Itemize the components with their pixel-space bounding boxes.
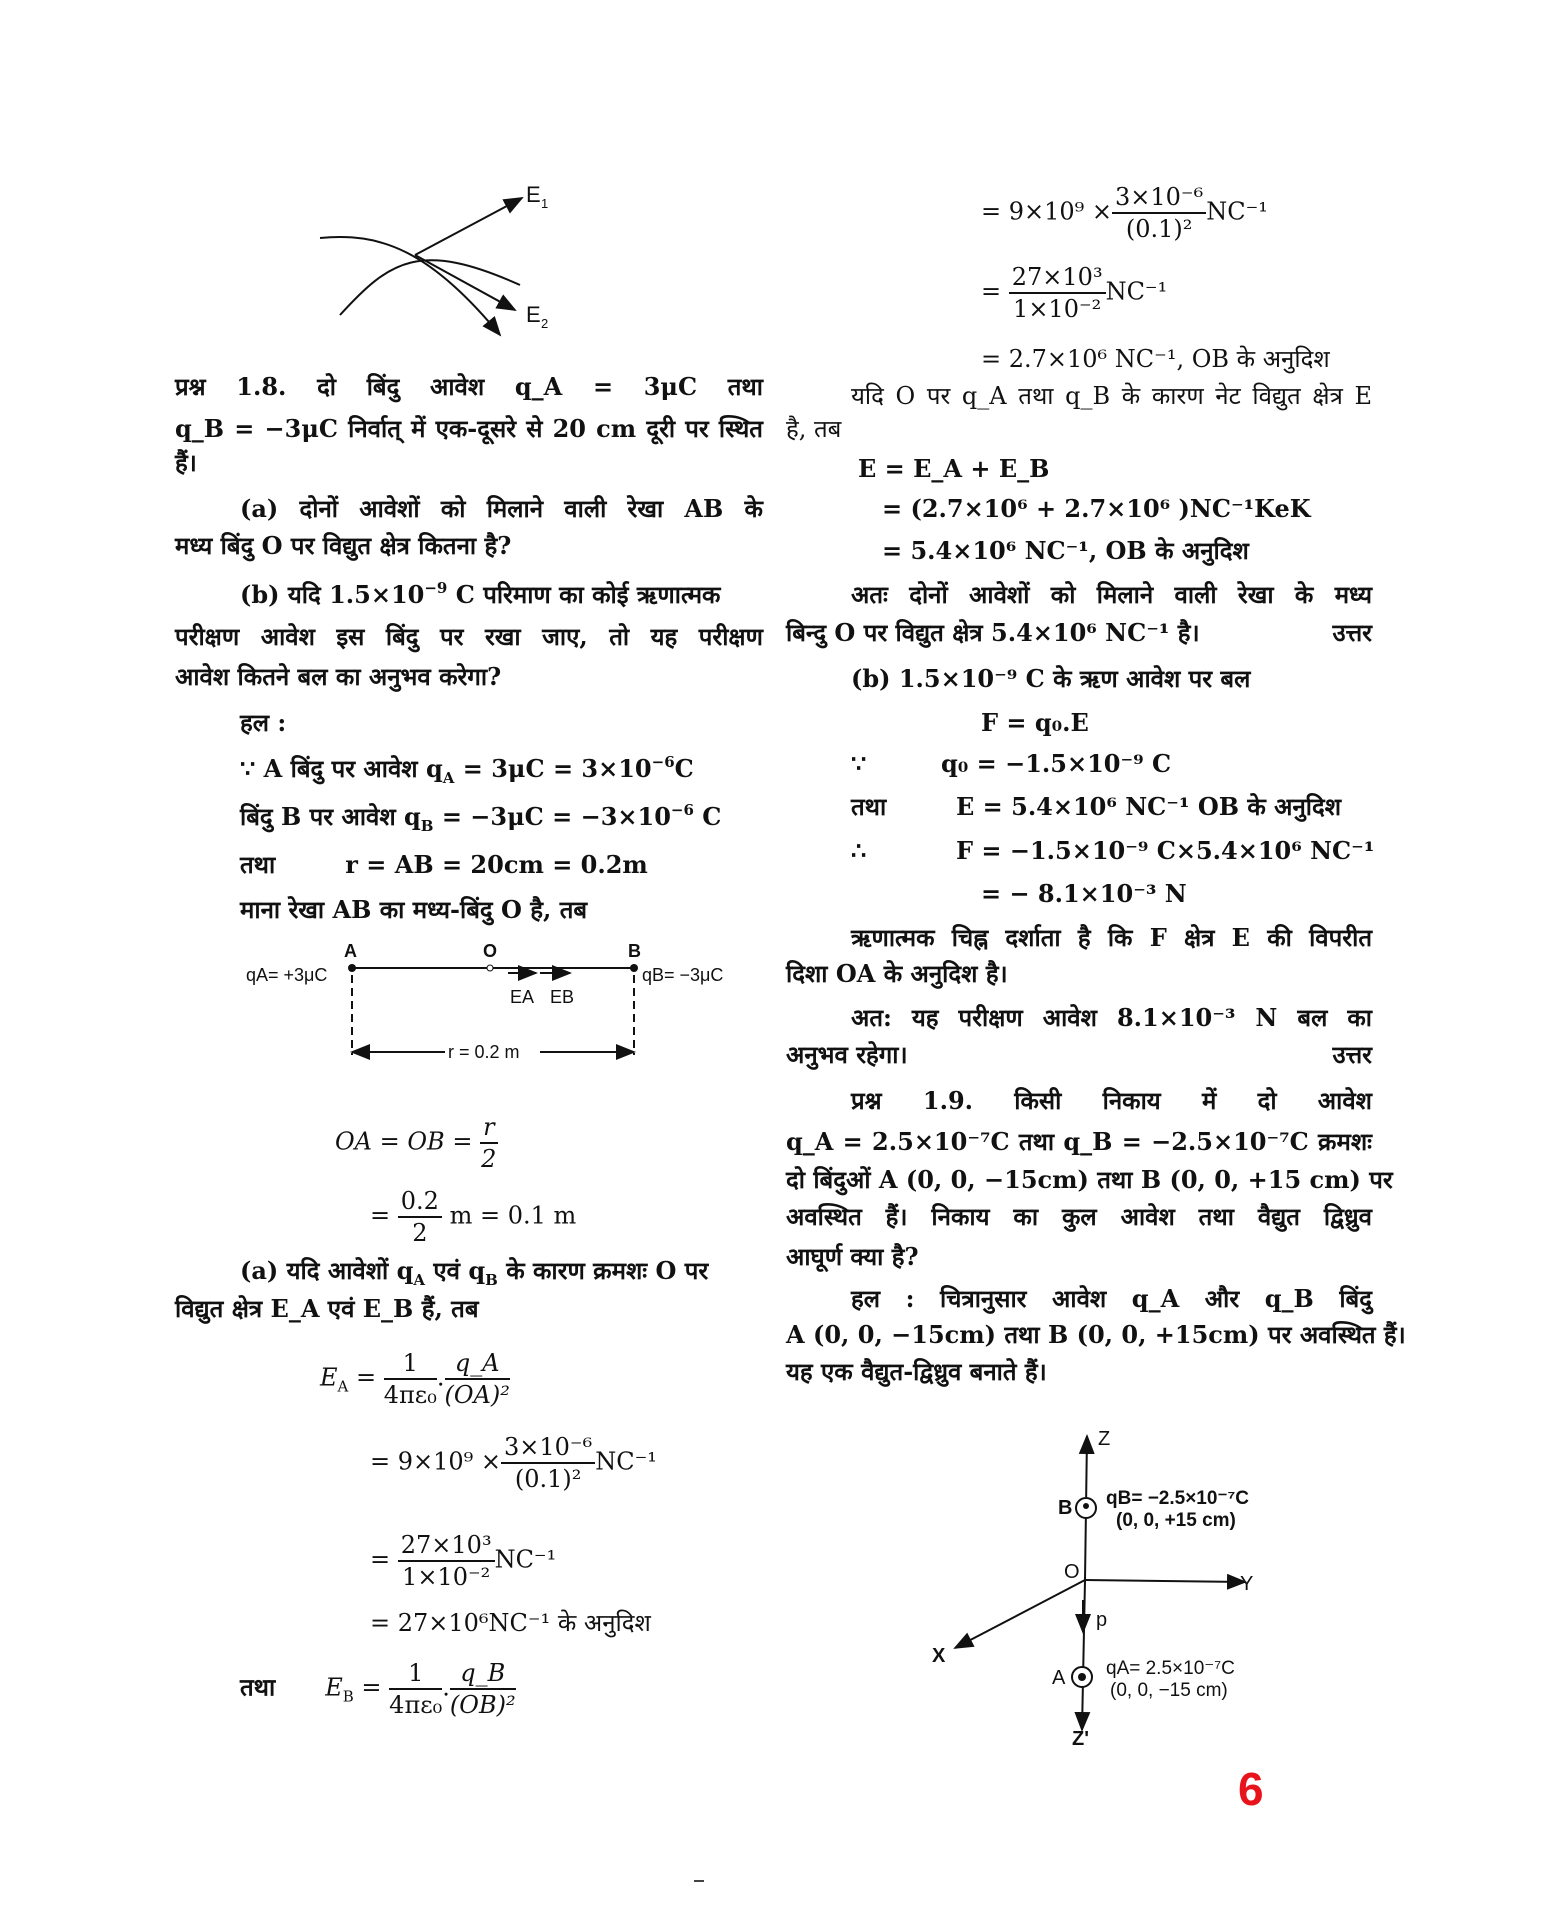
text: ∴ <box>851 836 867 865</box>
unit: NC⁻¹ <box>494 1545 557 1574</box>
part-a-line2: विद्युत क्षेत्र E_A एवं E_B हैं, तब <box>175 1294 479 1323</box>
field-lines-figure <box>310 170 570 350</box>
q19-sol-line1: हल : चित्रानुसार आवेश q_A और q_B बिंदु <box>851 1284 1372 1313</box>
point-a-label: A <box>344 941 357 961</box>
oa-eq-2: = $\frac{0.2}{2}$ m = 0.1 m <box>370 1187 577 1247</box>
text: C परिमाण का कोई ऋणात्मक <box>447 580 721 609</box>
r-line4: यदि O पर q_A तथा q_B के कारण नेट विद्युत क्षेत्र E <box>851 382 1372 410</box>
qa-label: qA= 2.5×10⁻⁷C <box>1106 1658 1235 1679</box>
den: 4πε₀ <box>389 1691 443 1719</box>
distance-label: r = 0.2 m <box>448 1042 520 1062</box>
force-eq: F = q₀.E <box>981 708 1089 737</box>
y-axis <box>1085 1580 1245 1582</box>
text: C <box>693 802 722 831</box>
qb-position: (0, 0, +15 cm) <box>1116 1510 1236 1531</box>
label-e2: E <box>526 302 541 327</box>
net-field-eq: E = E_A + E_B <box>858 454 1050 483</box>
text: = 9×10⁹ × <box>981 197 1113 226</box>
text: E = 5.4×10⁶ NC⁻¹ OB के अनुदिश <box>956 792 1342 821</box>
r-step2: = $\frac{\text{27×10³}}{\text{1×10⁻²}}$ NC⁻¹ <box>981 263 1168 323</box>
den: (0.1)² <box>514 1465 582 1493</box>
text: q₀ = −1.5×10⁻⁹ C <box>941 749 1172 778</box>
num: 27×10³ <box>398 1530 495 1562</box>
text: (b) यदि 1.5×10 <box>240 580 425 609</box>
sol-line2 <box>175 801 763 835</box>
conclusion-line2 <box>786 618 1372 648</box>
den: (OB)² <box>449 1691 516 1719</box>
force-result: = − 8.1×10⁻³ N <box>981 879 1187 908</box>
text: तथा <box>240 1672 276 1702</box>
net-field-result: = 5.4×10⁶ NC⁻¹, OB के अनुदिश <box>882 536 1249 565</box>
r-step1 <box>786 182 1372 244</box>
text: एवं q <box>425 1256 486 1285</box>
sol-line1 <box>175 753 763 787</box>
ea-formula: $E_A$ = $\frac{1}{\text{4πε₀}}$ . $\frac{q\_A}{\text{(OA)²}}$ <box>320 1349 510 1409</box>
q18b-line3: आवेश कितने बल का अनुभव करेगा? <box>175 662 502 691</box>
qb-label: qB= −2.5×10⁻⁷C <box>1106 1488 1250 1509</box>
point-b-label: B <box>628 941 641 961</box>
sub: A <box>337 1377 349 1396</box>
num: 3×10⁻⁶ <box>1112 182 1206 214</box>
unit: NC⁻¹ <box>1105 277 1168 306</box>
final-line2 <box>786 1040 1372 1070</box>
text: अनुभव रहेगा। <box>786 1040 908 1069</box>
text: E <box>320 1363 338 1392</box>
ea-result: = 27×10⁶NC⁻¹ के अनुदिश <box>370 1609 651 1637</box>
given-e <box>786 792 1372 822</box>
ea-label: EA <box>510 987 535 1007</box>
oa-eq-1 <box>175 1112 763 1174</box>
text: E <box>325 1673 343 1702</box>
label-e2-sub: 2 <box>541 316 549 331</box>
num: 1 <box>389 1658 442 1690</box>
q18a-line2: मध्य बिंदु O पर विद्युत क्षेत्र कितना है? <box>175 531 512 560</box>
sign-note-line2: दिशा OA के अनुदिश है। <box>786 959 1008 988</box>
eb-formula: तथा $E_B$ = $\frac{1}{\text{4πε₀}}$ . $\frac{q\_B}{\text{(OB)²}}$ <box>240 1659 516 1719</box>
num: 1 <box>384 1348 437 1380</box>
text: तथा <box>851 792 887 821</box>
q18b-line2: परीक्षण आवेश इस बिंदु पर रखा जाए, तो यह परीक्षण <box>175 622 763 651</box>
text: ∵ <box>851 749 867 778</box>
x-label: X <box>932 1645 946 1667</box>
text: = −3μC = −3×10 <box>433 802 671 831</box>
qa-position: (0, 0, −15 cm) <box>1110 1680 1228 1701</box>
q18-line1: प्रश्न 1.8. दो बिंदु आवेश q_A = 3μC तथा <box>175 372 763 401</box>
label-e1-sub: 1 <box>541 196 549 211</box>
num: q_A <box>445 1348 510 1380</box>
num: 0.2 <box>398 1186 442 1218</box>
dipole-axes-figure <box>900 1400 1320 1750</box>
exp: −6 <box>651 753 675 771</box>
net-field-sum: = (2.7×10⁶ + 2.7×10⁶ )NC⁻¹KeK <box>882 494 1311 523</box>
vector-e1-arrow <box>415 198 522 255</box>
q19-line5: आघूर्ण क्या है? <box>786 1242 919 1271</box>
den: 4πε₀ <box>383 1381 437 1409</box>
den: 2 <box>412 1219 428 1247</box>
q18b-line1 <box>175 580 763 610</box>
q18a-line1: (a) दोनों आवेशों को मिलाने वाली रेखा AB के <box>240 494 763 523</box>
point-b-label: B <box>1058 1497 1073 1519</box>
text: बिंदु B पर आवेश q <box>240 802 421 831</box>
q18-line2: q_B = −3μC निर्वात् में एक-दूसरे से 20 cm दूरी पर स्थित <box>175 414 763 443</box>
ea-step1 <box>175 1432 763 1494</box>
text: तथा <box>240 850 276 879</box>
sub: B <box>342 1687 354 1706</box>
sign-note-line1: ऋणात्मक चिह्न दर्शाता है कि F क्षेत्र E की विपरीत <box>851 923 1372 952</box>
given-q0 <box>786 749 1372 779</box>
eb-label: EB <box>550 987 575 1007</box>
sub: A <box>413 1271 426 1289</box>
qa-label: qA= +3μC <box>246 965 328 985</box>
point-o-label: O <box>483 941 498 961</box>
charge-a <box>348 964 356 972</box>
sub: A <box>442 769 455 787</box>
ea-step2: = $\frac{\text{27×10³}}{\text{1×10⁻²}}$ NC⁻¹ <box>370 1531 557 1591</box>
num: 3×10⁻⁶ <box>501 1432 595 1464</box>
x-axis <box>955 1580 1085 1648</box>
qb-label: qB= −3μC <box>642 965 724 985</box>
unit: NC⁻¹ <box>595 1447 657 1476</box>
sub: B <box>485 1271 498 1289</box>
origin-label: O <box>1064 1561 1080 1583</box>
point-a-label: A <box>1052 1667 1066 1689</box>
dipole-p-label: p <box>1096 1609 1108 1631</box>
num: q_B <box>450 1658 516 1690</box>
r-line5: है, तब <box>786 415 842 443</box>
text: (a) यदि आवेशों q <box>240 1256 414 1285</box>
text: = 3μC = 3×10 <box>454 754 652 783</box>
sub: B <box>420 817 434 835</box>
y-label: Y <box>1240 1573 1254 1595</box>
sol-line4: माना रेखा AB का मध्य-बिंदु O है, तब <box>240 895 588 924</box>
page-number: 6 <box>1238 1763 1264 1815</box>
final-line1: अत: यह परीक्षण आवेश 8.1×10⁻³ N बल का <box>851 1003 1372 1032</box>
scan-mark <box>694 1880 704 1882</box>
exp: −9 <box>424 579 448 597</box>
q19-line2: q_A = 2.5×10⁻⁷C तथा q_B = −2.5×10⁻⁷C क्रमशः <box>786 1127 1372 1156</box>
r-eb-result: = 2.7×10⁶ NC⁻¹, OB के अनुदिश <box>981 345 1330 373</box>
point-o <box>487 965 493 971</box>
unit: NC⁻¹ <box>1206 197 1268 226</box>
den: (OA)² <box>444 1381 510 1409</box>
den: (0.1)² <box>1125 215 1193 243</box>
conclusion-line1: अतः दोनों आवेशों को मिलाने वाली रेखा के मध्य <box>851 580 1372 609</box>
q19-line1: प्रश्न 1.9. किसी निकाय में दो आवेश <box>851 1086 1372 1115</box>
part-b-heading: (b) 1.5×10⁻⁹ C के ऋण आवेश पर बल <box>851 664 1251 693</box>
num: 27×10³ <box>1009 262 1106 294</box>
text: F = −1.5×10⁻⁹ C×5.4×10⁶ NC⁻¹ <box>956 836 1375 865</box>
label-e1: E <box>526 182 541 207</box>
text: OA = OB = <box>335 1127 473 1156</box>
text: ∵ A बिंदु पर आवेश q <box>240 754 443 783</box>
q19-sol-line2: A (0, 0, −15cm) तथा B (0, 0, +15cm) पर अवस्थित हैं। <box>786 1320 1406 1349</box>
q19-line3: दो बिंदुओं A (0, 0, −15cm) तथा B (0, 0, +15 cm) पर <box>786 1165 1393 1194</box>
z-label: Z <box>1098 1428 1111 1450</box>
solution-heading: हल : <box>240 708 287 737</box>
text: = 9×10⁹ × <box>370 1447 502 1476</box>
den: 1×10⁻² <box>1013 295 1102 323</box>
text: r = AB = 20cm = 0.2m <box>345 850 648 879</box>
answer-label: उत्तर <box>1332 618 1372 647</box>
field-line-2 <box>340 260 520 315</box>
q19-sol-line3: यह एक वैद्युत-द्विध्रुव बनाते हैं। <box>786 1357 1047 1386</box>
part-a-line1 <box>175 1256 763 1289</box>
text: बिन्दु O पर विद्युत क्षेत्र 5.4×10⁶ NC⁻¹ है। <box>786 618 1200 647</box>
den: 1×10⁻² <box>402 1563 491 1591</box>
text: m = 0.1 m <box>449 1201 577 1230</box>
charge-b <box>630 964 638 972</box>
z-prime-label: Z' <box>1072 1728 1089 1750</box>
text: C <box>674 754 694 783</box>
q19-line4: अवस्थित हैं। निकाय का कुल आवेश तथा वैद्युत द्विध्रुव <box>786 1202 1372 1231</box>
text: के कारण क्रमशः O पर <box>497 1256 709 1285</box>
answer-label: उत्तर <box>1332 1040 1372 1069</box>
vector-e2-arrow <box>415 255 515 310</box>
den: 2 <box>481 1145 497 1173</box>
force-calc <box>786 836 1375 866</box>
q18-line3: हैं। <box>175 448 197 477</box>
num: r <box>480 1112 497 1144</box>
sol-line3 <box>175 850 763 880</box>
exp: −6 <box>670 801 694 819</box>
charges-ab-figure <box>240 935 760 1070</box>
